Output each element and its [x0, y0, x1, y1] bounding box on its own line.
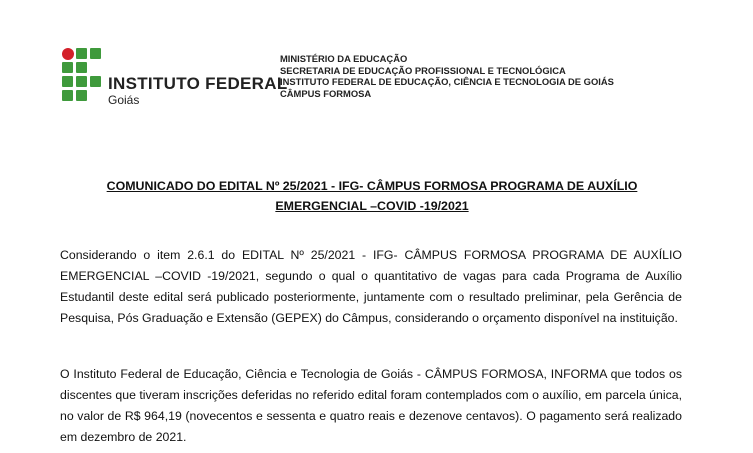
document-title: COMUNICADO DO EDITAL Nº 25/2021 - IFG- CÂMPUS FORMOSA PROGRAMA DE AUXÍLIO EMERGENCIAL –COVID -19/2021 — [106, 179, 638, 213]
paragraph: Considerando o item 2.6.1 do EDITAL Nº 25/2021 - IFG- CÂMPUS FORMOSA PROGRAMA DE AUXÍLIO EMERGENCIAL –COVID -19/2021, segundo o qual o quantitativo de vagas para cada Programa de Auxílio Estudantil deste edital será publicado posteriormente, juntamente com o resultado preliminar, pela Gerência de Pesquisa, Pós Graduação e Extensão (GEPEX) do Câmpus, considerando o orçamento disponível na instituição. — [60, 248, 682, 325]
institution-logo — [62, 48, 288, 110]
letterhead-line: INSTITUTO FEDERAL DE EDUCAÇÃO, CIÊNCIA E TECNOLOGIA DE GOIÁS — [280, 76, 614, 87]
letterhead-line: MINISTÉRIO DA EDUCAÇÃO — [280, 53, 408, 64]
letterhead — [280, 53, 614, 99]
logo-square-icon — [62, 62, 73, 73]
logo-mark-icon — [62, 48, 102, 104]
logo-square-icon — [76, 76, 87, 87]
letterhead-line: SECRETARIA DE EDUCAÇÃO PROFISSIONAL E TECNOLÓGICA — [280, 64, 566, 76]
logo-subtitle: Goiás — [108, 93, 140, 107]
letterhead-line: CÂMPUS FORMOSA — [280, 87, 372, 99]
logo-square-icon — [62, 90, 73, 101]
logo-square-icon — [90, 48, 101, 59]
logo-square-icon — [90, 76, 101, 87]
logo-red-dot-icon — [62, 48, 74, 60]
logo-name: INSTITUTO FEDERAL — [108, 74, 288, 93]
logo-square-icon — [62, 76, 73, 87]
paragraph: O Instituto Federal de Educação, Ciência e Tecnologia de Goiás - CÂMPUS FORMOSA, INFORMA que todos os discentes que tiveram inscrições deferidas no referido edital foram contemplados com o auxílio, em parcela única, no valor de R$ 964,19 (novecentos e sessenta e quatro reais e dezenove centavos). O pagamento será realizado em dezembro de 2021. — [60, 367, 682, 444]
logo-square-icon — [76, 48, 87, 59]
logo-square-icon — [76, 62, 87, 73]
logo-square-icon — [76, 90, 87, 101]
